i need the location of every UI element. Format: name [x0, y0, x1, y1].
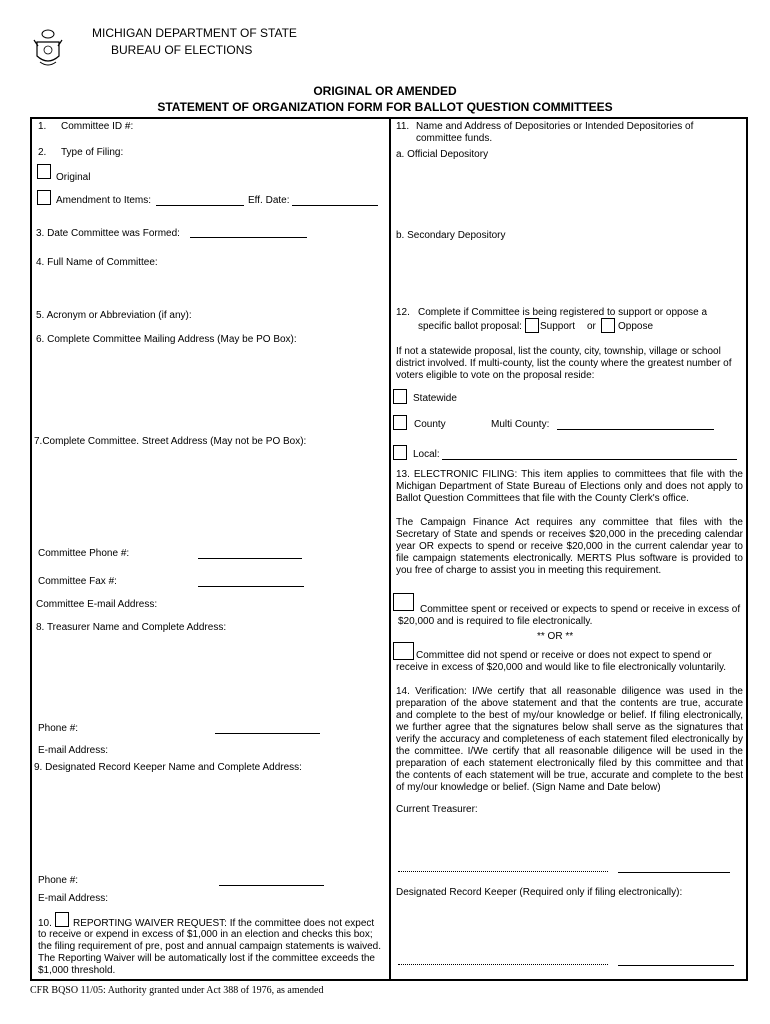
- oppose-checkbox[interactable]: [601, 318, 615, 333]
- treasurer-label: 8. Treasurer Name and Complete Address:: [36, 622, 227, 633]
- designated-record-keeper-label: Designated Record Keeper (Required only if filing electronically):: [396, 887, 683, 898]
- committee-email-label: Committee E-mail Address:: [36, 599, 158, 610]
- required-electronic-label-2: $20,000 and is required to file electronically.: [398, 616, 593, 627]
- specific-proposal-label: specific ballot proposal:: [418, 321, 522, 332]
- electronic-filing-text: 13. ELECTRONIC FILING: This item applies to committees that file with the Michigan Department of State Bureau of Elections only and does not apply to Ballot Question Committees that file with the County Clerk's office.: [396, 469, 743, 504]
- treasurer-phone-label: Phone #:: [38, 723, 79, 734]
- date-formed-field[interactable]: [190, 237, 307, 238]
- local-checkbox[interactable]: [393, 445, 407, 460]
- voluntary-electronic-checkbox[interactable]: [393, 642, 414, 660]
- proposal-location-note: If not a statewide proposal, list the county, city, township, village or school district involved. If multi-county, list the county where the greatest number of voters eligible to vote on the proposal reside:: [396, 346, 732, 381]
- local-field[interactable]: [442, 459, 737, 460]
- reporting-waiver-text: to receive or expend in excess of $1,000 in an election and checks this box; the filing requirement of pre, post and annual campaign statements is waived. The Reporting Waiver will be automatically lost if the committee exceeds the $1,000 threshold.: [38, 929, 381, 976]
- acronym-label: 5. Acronym or Abbreviation (if any):: [36, 310, 192, 321]
- committee-fax-label: Committee Fax #:: [38, 576, 117, 587]
- q10-number: 10.: [38, 918, 52, 929]
- multi-county-label: Multi County:: [491, 419, 550, 430]
- reporting-waiver-checkbox[interactable]: [55, 912, 69, 927]
- bureau-name: BUREAU OF ELECTIONS: [111, 43, 253, 57]
- form-title-line2: STATEMENT OF ORGANIZATION FORM FOR BALLOT QUESTION COMMITTEES: [157, 100, 613, 114]
- required-electronic-checkbox[interactable]: [393, 593, 414, 611]
- depositories-label: Name and Address of Depositories or Intended Depositories of committee funds.: [416, 121, 694, 144]
- secondary-depository-label: b. Secondary Depository: [396, 230, 506, 241]
- street-address-label: 7.Complete Committee. Street Address (May not be PO Box):: [34, 436, 307, 447]
- official-depository-label: a. Official Depository: [396, 149, 489, 160]
- reporting-waiver-heading: REPORTING WAIVER REQUEST: If the committee does not expect: [73, 918, 375, 929]
- department-name: MICHIGAN DEPARTMENT OF STATE: [92, 26, 297, 40]
- original-label: Original: [56, 172, 91, 183]
- form-title-line1: ORIGINAL OR AMENDED: [313, 84, 457, 98]
- voluntary-electronic-label: Committee did not spend or receive or does not expect to spend or: [416, 650, 712, 661]
- eff-date-label: Eff. Date:: [248, 195, 290, 206]
- type-of-filing-label: Type of Filing:: [61, 147, 124, 158]
- record-keeper-signature-field[interactable]: [398, 964, 608, 965]
- q1-number: 1.: [38, 121, 47, 132]
- treasurer-date-field[interactable]: [618, 872, 730, 873]
- record-keeper-phone-field[interactable]: [219, 885, 324, 886]
- q2-number: 2.: [38, 147, 47, 158]
- eff-date-field[interactable]: [292, 205, 378, 206]
- full-name-label: 4. Full Name of Committee:: [36, 257, 158, 268]
- committee-id-label: Committee ID #:: [61, 121, 134, 132]
- county-label: County: [414, 419, 446, 430]
- record-keeper-date-field[interactable]: [618, 965, 734, 966]
- state-seal-logo: [32, 26, 64, 68]
- treasurer-email-label: E-mail Address:: [38, 745, 109, 756]
- multi-county-field[interactable]: [557, 429, 714, 430]
- treasurer-signature-field[interactable]: [398, 871, 608, 872]
- statewide-checkbox[interactable]: [393, 389, 407, 404]
- amendment-checkbox[interactable]: [37, 190, 51, 205]
- verification-text: 14. Verification: I/We certify that all reasonable diligence was used in the preparation of the above statement and that the contents are true, accurate and complete to the best of my/our knowledge or belief. If filing electronically, we further agree that the signatures below shall serve as the signatures that verify the accuracy and completeness of each statement filed electronically by the committee. I/We certify that all reasonable diligence will be used in the preparation of each statement electronically filed by this committee and that the contents of each statement will be true, accurate and complete to the best of my/our knowledge or belief. (Sign Name and Date below): [396, 686, 743, 793]
- q11-number: 11.: [396, 121, 410, 132]
- record-keeper-phone-label: Phone #:: [38, 875, 79, 886]
- mailing-address-label: 6. Complete Committee Mailing Address (May be PO Box):: [36, 334, 297, 345]
- form-footer: CFR BQSO 11/05: Authority granted under Act 388 of 1976, as amended: [30, 985, 324, 996]
- column-divider: [389, 117, 391, 981]
- support-label: Support: [540, 321, 576, 332]
- statewide-label: Statewide: [413, 393, 457, 404]
- current-treasurer-label: Current Treasurer:: [396, 804, 478, 815]
- original-checkbox[interactable]: [37, 164, 51, 179]
- local-label: Local:: [413, 449, 440, 460]
- amendment-items-field[interactable]: [156, 205, 244, 206]
- amendment-label: Amendment to Items:: [56, 195, 152, 206]
- campaign-finance-act-text: The Campaign Finance Act requires any committee that files with the Secretary of State and spends or receives $20,000 in the preceding calendar year OR expects to spend or receive $20,000 in the current calendar year to file campaign statements electronically. MERTS Plus software is provided to you free of charge to assist you in meeting this requirement.: [396, 517, 743, 576]
- voluntary-electronic-label-2: receive in excess of $20,000 and would like to file electronically voluntarily.: [396, 662, 726, 673]
- committee-phone-field[interactable]: [198, 558, 302, 559]
- treasurer-phone-field[interactable]: [215, 733, 320, 734]
- required-electronic-label: Committee spent or received or expects to spend or receive in excess of: [420, 604, 741, 615]
- oppose-label: Oppose: [618, 321, 654, 332]
- support-checkbox[interactable]: [525, 318, 539, 333]
- record-keeper-email-label: E-mail Address:: [38, 893, 109, 904]
- county-checkbox[interactable]: [393, 415, 407, 430]
- ballot-proposal-label: Complete if Committee is being registered to support or oppose a: [418, 307, 708, 318]
- or-separator: ** OR **: [537, 631, 574, 642]
- date-formed-label: 3. Date Committee was Formed:: [36, 228, 180, 239]
- committee-fax-field[interactable]: [198, 586, 304, 587]
- or-label: or: [587, 321, 596, 332]
- record-keeper-label: 9. Designated Record Keeper Name and Complete Address:: [34, 762, 302, 773]
- q12-number: 12.: [396, 307, 410, 318]
- committee-phone-label: Committee Phone #:: [38, 548, 130, 559]
